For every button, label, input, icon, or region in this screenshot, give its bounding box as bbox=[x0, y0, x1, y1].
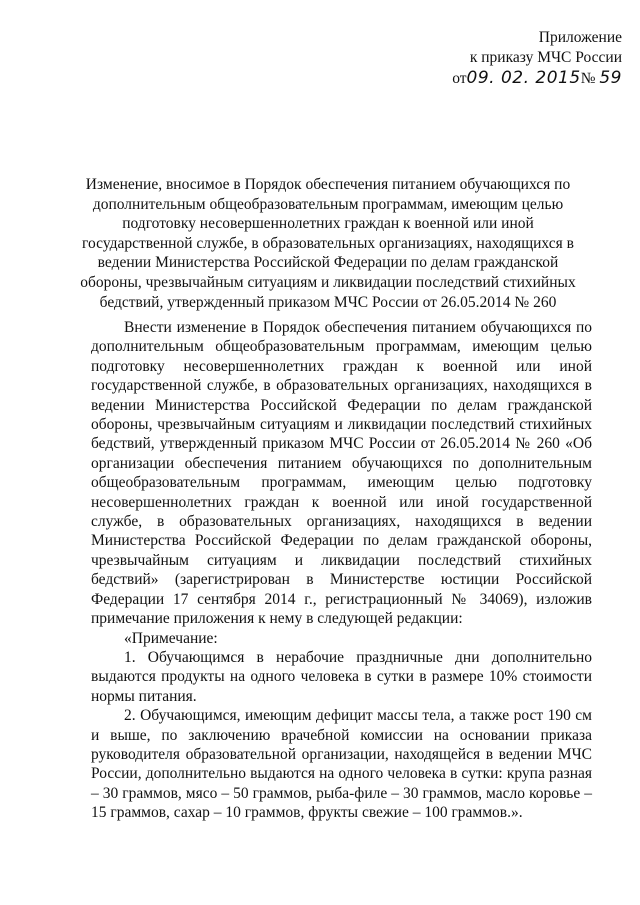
appendix-label: Приложение bbox=[538, 29, 622, 46]
number-prefix: № bbox=[580, 70, 596, 87]
note-item-2: 2. Обучающимся, имеющим дефицит массы тела, а также рост 190 см и выше, по заключению врачебной комиссии на основании приказа руководителя образовательной организации, находящейся в ведении МЧС России, дополнительно выдаются на одного человека в сутки: крупа разная – 30 граммов, мясо – 50 граммов, рыба-филе – 30 граммов, масло коровье – 15 граммов, сахар – 10 граммов, фрукты свежие – 100 граммов.». bbox=[91, 707, 592, 822]
appendix-header bbox=[400, 28, 622, 89]
order-reference: к приказу МЧС России bbox=[469, 49, 622, 66]
order-date-line bbox=[400, 68, 622, 89]
note-heading: «Примечание: bbox=[124, 629, 218, 647]
note-item-1: 1. Обучающимся в нерабочие праздничные дни дополнительно выдаются продукты на одного человека в сутки в размере 10% стоимости нормы питания. bbox=[91, 648, 592, 705]
document-title: Изменение, вносимое в Порядок обеспечения питанием обучающихся по дополнительным общеобразовательным программам, имеющим целью подготовку несовершеннолетних граждан к военной или иной государственной службе, в образовательных организациях, находящихся в ведении Министерства Российской Федерации по делам гражданской обороны, чрезвычайным ситуациям и ликвидации последствий стихийных бедствий, утвержденный приказом МЧС России от 26.05.2014 № 260 bbox=[80, 176, 576, 311]
handwritten-date: 09. 02. 2015 bbox=[466, 68, 581, 88]
document-body bbox=[91, 318, 592, 823]
handwritten-number: 59 bbox=[599, 68, 622, 88]
intro-paragraph: Внести изменение в Порядок обеспечения питанием обучающихся по дополнительным общеобразовательным программам, имеющим целью подготовку несовершеннолетних граждан к военной или иной государственной службе, в образовательных организациях, находящихся в ведении Министерства Российской Федерации по делам гражданской обороны, чрезвычайным ситуациям и ликвидации последствий стихийных бедствий, утвержденный приказом МЧС России от 26.05.2014 № 260 «Об организации обеспечения питанием обучающихся по дополнительным общеобразовательным программам, имеющим целью подготовку несовершеннолетних граждан к военной или иной государственной службе, в образовательных организациях, находящихся в ведении Министерства Российской Федерации по делам гражданской обороны, чрезвычайным ситуациям и ликвидации последствий стихийных бедствий» (зарегистрирован в Министерстве юстиции Российской Федерации 17 сентября 2014 г., регистрационный № 34069), изложив примечание приложения к нему в следующей редакции: bbox=[91, 319, 592, 628]
date-prefix: от bbox=[452, 70, 467, 87]
